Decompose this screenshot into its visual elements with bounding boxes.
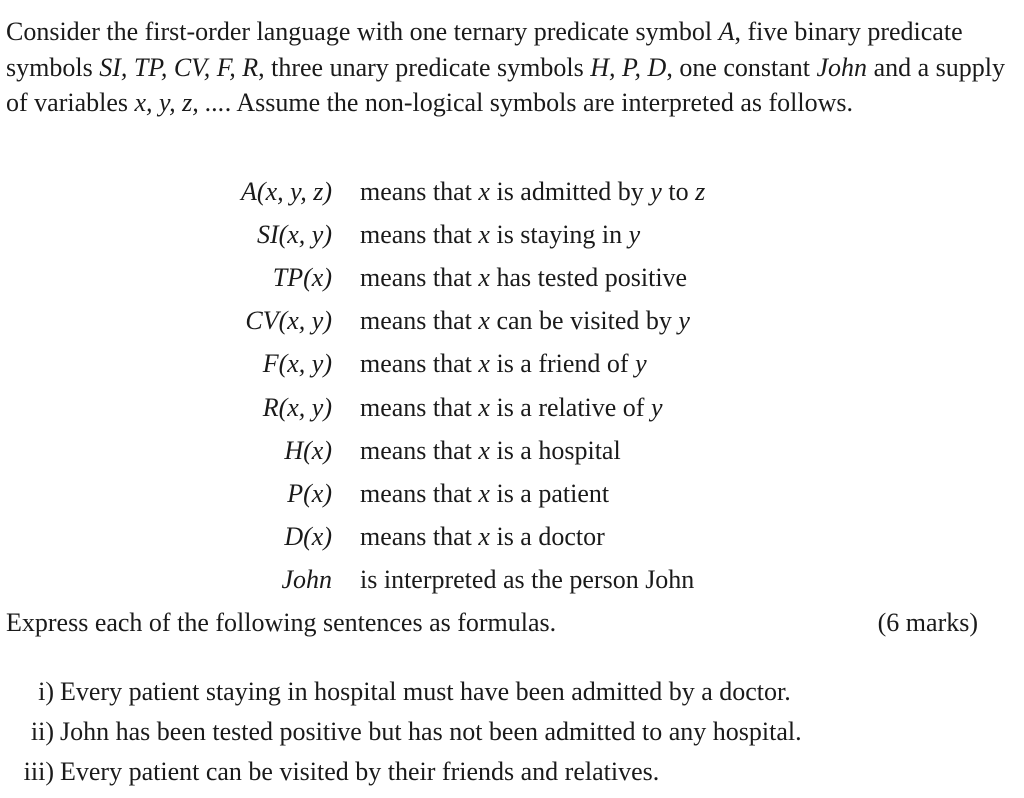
- constant-symbol: John: [281, 565, 332, 595]
- meaning-var: y: [678, 306, 690, 336]
- predicate-symbol: CV(x, y): [245, 306, 332, 336]
- meaning-var: y: [650, 392, 663, 422]
- predicate-symbol: H(x): [284, 435, 332, 465]
- meaning-var: x: [478, 176, 490, 206]
- binary-symbols: SI, TP, CV, F, R: [99, 52, 259, 82]
- task-marks: (6 marks): [877, 608, 978, 637]
- meaning-text: means that: [360, 176, 479, 206]
- predicate-symbol: R(x, y): [262, 392, 332, 422]
- meaning-text: is a doctor: [489, 522, 605, 552]
- constant-symbol: John: [816, 52, 868, 82]
- predicate-symbol: F(x, y): [262, 349, 332, 379]
- intro-paragraph: [6, 14, 1010, 121]
- definition-row: [200, 472, 820, 515]
- meaning-var: x: [478, 435, 490, 465]
- meaning-var: y: [650, 176, 662, 206]
- meaning-var: x: [478, 478, 490, 508]
- predicate-symbol: P(x): [287, 478, 332, 508]
- meaning-text: is staying in: [489, 219, 629, 249]
- meaning-text: can be visited by: [489, 306, 679, 336]
- predicate-symbol: SI(x, y): [256, 219, 332, 249]
- item-number: i): [38, 677, 54, 706]
- meaning-text: means that: [360, 219, 479, 249]
- meaning-text: is a hospital: [489, 435, 621, 465]
- meaning-var: z: [695, 176, 706, 206]
- meaning-text: means that: [360, 349, 479, 379]
- definition-row: [200, 343, 820, 386]
- item-number: ii): [30, 717, 54, 746]
- item-text: Every patient can be visited by their friends and relatives.: [60, 757, 660, 786]
- meaning-text: is a relative of: [489, 392, 651, 422]
- item-text: Every patient staying in hospital must have been admitted by a doctor.: [60, 677, 791, 706]
- intro-text-3: , three unary predicate symbols: [258, 52, 591, 82]
- definition-row: [200, 429, 820, 472]
- meaning-var: x: [478, 306, 490, 336]
- meaning-var: y: [635, 349, 647, 379]
- intro-text-6: . Assume the non-logical symbols are interpreted as follows.: [224, 88, 853, 117]
- definition-row: [200, 300, 820, 343]
- task-line: [6, 608, 978, 638]
- meaning-text: means that: [360, 306, 479, 336]
- definition-row: [200, 256, 820, 299]
- meaning-text: means that: [360, 435, 479, 465]
- predicate-symbol: TP(x): [272, 262, 332, 292]
- meaning-text: has tested positive: [489, 262, 688, 292]
- meaning-text: is a patient: [489, 478, 610, 508]
- meaning-var: x: [478, 522, 490, 552]
- list-item: [0, 752, 1000, 792]
- predicate-symbol: A(x, y, z): [241, 176, 332, 206]
- meaning-text: is a friend of: [489, 349, 636, 379]
- variables: x, y, z, ...: [134, 88, 225, 117]
- definition-row: [200, 559, 820, 602]
- intro-text-5: and a supply of variables: [6, 52, 1005, 117]
- list-item: [0, 712, 1000, 752]
- ternary-symbol: A: [718, 17, 735, 46]
- meaning-var: y: [628, 219, 641, 249]
- definitions-table: [200, 170, 820, 602]
- meaning-var: x: [478, 262, 490, 292]
- meaning-var: x: [478, 219, 490, 249]
- sentence-list: [0, 672, 1000, 792]
- meaning-text: to: [661, 176, 696, 206]
- meaning-text: is admitted by: [489, 176, 651, 206]
- meaning-text: means that: [360, 478, 479, 508]
- intro-text-1: Consider the first-order language with one ternary predicate symbol: [6, 17, 719, 46]
- definition-row: [200, 170, 820, 213]
- intro-text-2: , five binary predicate symbols: [6, 17, 963, 82]
- list-item: [0, 672, 1000, 712]
- definition-row: [200, 213, 820, 256]
- definition-row: [200, 516, 820, 559]
- intro-text-4: , one constant: [666, 52, 817, 82]
- meaning-text: means that: [360, 262, 479, 292]
- meaning-var: x: [478, 392, 490, 422]
- task-instruction: Express each of the following sentences as formulas.: [6, 608, 557, 637]
- meaning-text: means that: [360, 522, 479, 552]
- meaning-var: x: [478, 349, 490, 379]
- unary-symbols: H, P, D: [590, 52, 667, 82]
- definition-row: [200, 386, 820, 429]
- item-number: iii): [23, 757, 54, 786]
- meaning-text: is interpreted as the person John: [360, 565, 695, 595]
- predicate-symbol: D(x): [284, 522, 332, 552]
- item-text: John has been tested positive but has not been admitted to any hospital.: [60, 717, 802, 746]
- meaning-text: means that: [360, 392, 479, 422]
